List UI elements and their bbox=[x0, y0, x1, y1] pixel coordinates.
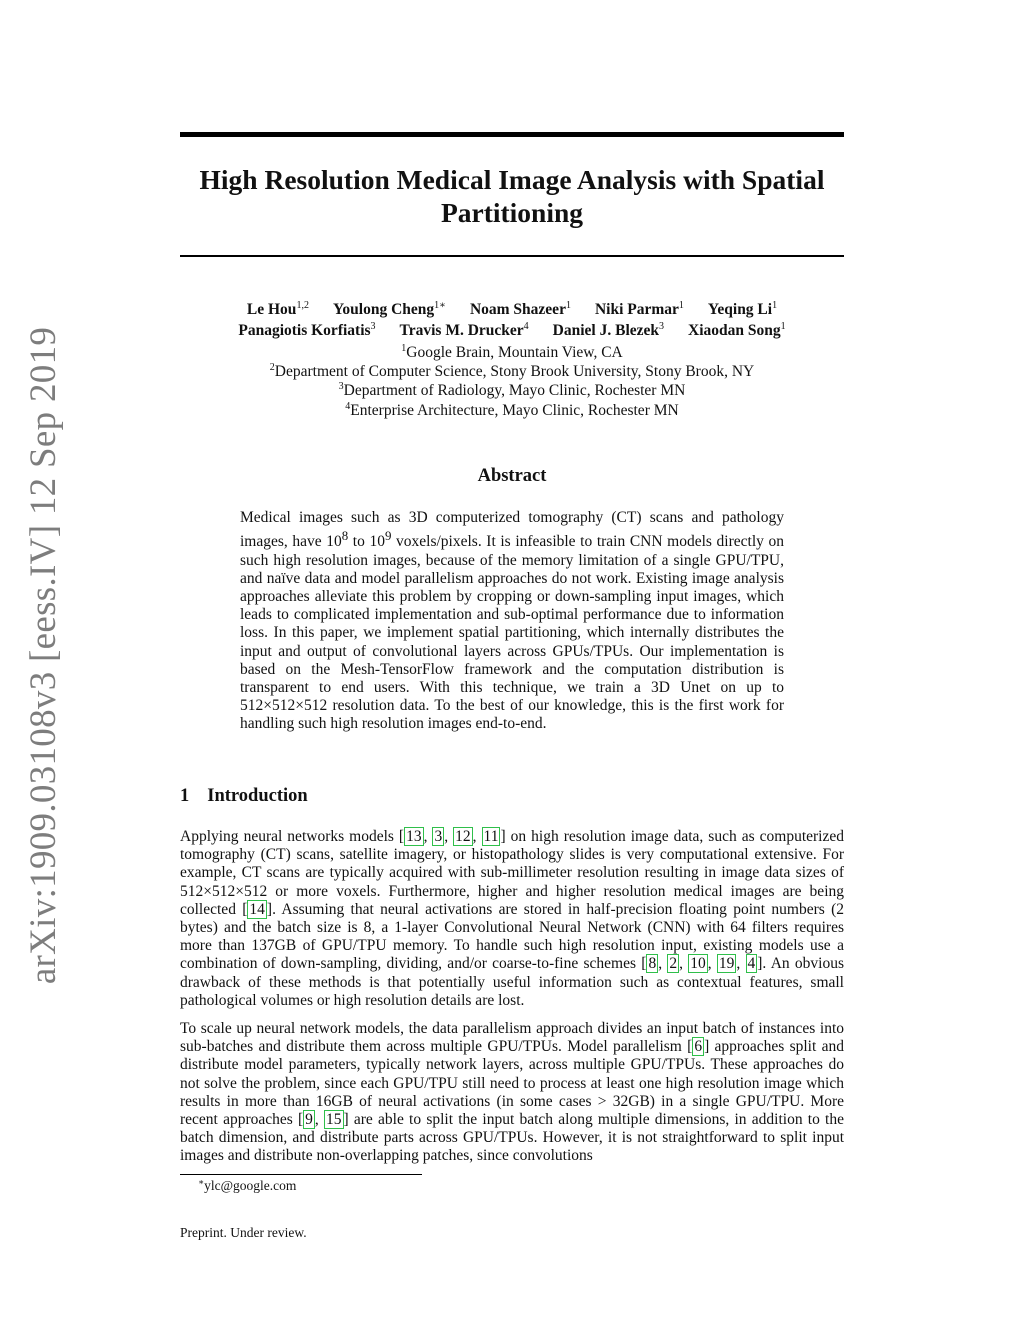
preprint-notice: Preprint. Under review. bbox=[180, 1225, 307, 1240]
arxiv-identifier: arXiv:1909.03108v3 [eess.IV] 12 Sep 2019 bbox=[23, 326, 65, 984]
footnote-email: ylc@google.com bbox=[204, 1178, 297, 1193]
author: Noam Shazeer$^1$ bbox=[469, 300, 571, 318]
citation-link[interactable]: 2 bbox=[669, 955, 678, 973]
affiliation: $^2$Department of Computer Science, Stony Brook University, Stony Brook, NY bbox=[269, 362, 755, 381]
author: Xiaodan Song$^1$ bbox=[688, 321, 786, 339]
footnote-rule bbox=[180, 1174, 422, 1175]
abstract-heading: Abstract bbox=[477, 466, 547, 486]
author: Daniel J. Blezek$^3$ bbox=[552, 321, 665, 339]
affiliation-list bbox=[180, 343, 844, 420]
citation-link[interactable]: 4 bbox=[747, 955, 756, 973]
citation-link[interactable]: 9 bbox=[305, 1111, 313, 1129]
citation-link[interactable]: 15 bbox=[326, 1111, 342, 1129]
author-row-1 bbox=[180, 299, 844, 320]
author-row-2 bbox=[180, 320, 844, 341]
author: Youlong Cheng$^{1∗}$ bbox=[332, 300, 446, 318]
abstract-text: Medical images such as 3D computerized tomography (CT) scans and pathology images, have $10^8$ to $10^9$ voxels/pixels. It is infeasible to train CNN models directly on such high resolution images, because of the memory limitation of a single GPU/TPU, and naïve data and model parallelism approaches do not work. Existing image analysis approaches alleviate this problem by cropping or down-sampling input images, which leads to complicated implementation and sub-optimal performance due to information loss. In this paper, we implement spatial partitioning, which internally distributes the input and output of convolutional layers across GPUs/TPUs. Our implementation is based on the Mesh-TensorFlow framework and the computation distribution is transparent to end users. With this technique, we train a 3D Unet on up to 512×512×512 resolution data. To the best of our knowledge, this is the first work for handling such high resolution images end-to-end. bbox=[240, 509, 784, 733]
intro-paragraph-2: To scale up neural network models, the data parallelism approach divides an input batch of instances into sub-batches and distribute them across multiple GPU/TPUs. Model parallelism [ 6 ] approaches split and distribute model parameters, typically network layers, across multiple GPU/TPUs. These approaches do not solve the problem, since each GPU/TPU still need to process at least one high resolution image which results in more than 16GB of neural activations (in some cases > 32GB) in a single GPU/TPU. More recent approaches [ 9 , 15 ] are able to split the input batch along multiple dimensions, in addition to the batch dimension, and distribute parts across GPU/TPUs. However, it is not straightforward to split input images and distribute non-overlapping patches, since convolutions bbox=[180, 1020, 844, 1165]
citation-link[interactable]: 8 bbox=[648, 955, 657, 973]
citation-link[interactable]: 19 bbox=[718, 955, 735, 973]
author: Yeqing Li$^1$ bbox=[707, 300, 778, 318]
affiliation: $^1$Google Brain, Mountain View, CA bbox=[401, 343, 623, 361]
affiliation: $^3$Department of Radiology, Mayo Clinic, Rochester MN bbox=[338, 381, 686, 400]
author: Niki Parmar$^1$ bbox=[594, 300, 684, 318]
citation-link[interactable]: 10 bbox=[690, 955, 706, 973]
citation-link[interactable]: 13 bbox=[406, 828, 422, 845]
author: Panagiotis Korfiatis$^3$ bbox=[238, 321, 376, 339]
citation-link[interactable]: 11 bbox=[483, 828, 499, 845]
paper-title: High Resolution Medical Image Analysis with Spatial Partitioning bbox=[199, 164, 825, 228]
title-top-rule bbox=[180, 132, 844, 137]
affiliation: $^4$Enterprise Architecture, Mayo Clinic, Rochester MN bbox=[345, 400, 679, 419]
citation-link[interactable]: 14 bbox=[249, 900, 265, 918]
intro-paragraph-1: Applying neural networks models [ 13 , 3 , 12 , 11 ] on high resolution image data, such as computerized tomography (CT) scans, satellite imagery, or histopathology slides is very computational extensive. For example, CT scans are typically acquired with sub-millimeter resolution resulting in image data sizes of 512×512×512 or more voxels. Furthermore, higher and higher resolution medical images are being collected [ 14 ]. Assuming that neural activations are stored in half-precision floating point numbers (2 bytes) and the batch size is 8, a 1-layer Convolutional Neural Network (CNN) with 64 filters requires more than 137GB of GPU/TPU memory. To handle such high resolution input, existing models use a combination of down-sampling, dividing, and/or coarse-to-fine schemes [ 8 , 2 , 10 , 19 , 4 ]. An obvious drawback of these methods is that potentially useful information such as contextual features, small pathological volumes or high resolution details are lost. bbox=[180, 828, 844, 1009]
section-heading-introduction: 1 Introduction bbox=[180, 786, 308, 806]
author: Le Hou$^{1,2}$ bbox=[246, 300, 309, 318]
arxiv-side-stamp bbox=[14, 326, 74, 984]
author-list bbox=[180, 299, 844, 341]
citation-link[interactable]: 3 bbox=[434, 828, 443, 845]
footnote: ∗ylc@google.com bbox=[198, 1177, 297, 1193]
author: Travis M. Drucker$^4$ bbox=[399, 321, 529, 339]
citation-link[interactable]: 12 bbox=[455, 828, 471, 845]
title-bottom-rule bbox=[180, 255, 844, 257]
citation-link[interactable]: 6 bbox=[694, 1038, 703, 1056]
